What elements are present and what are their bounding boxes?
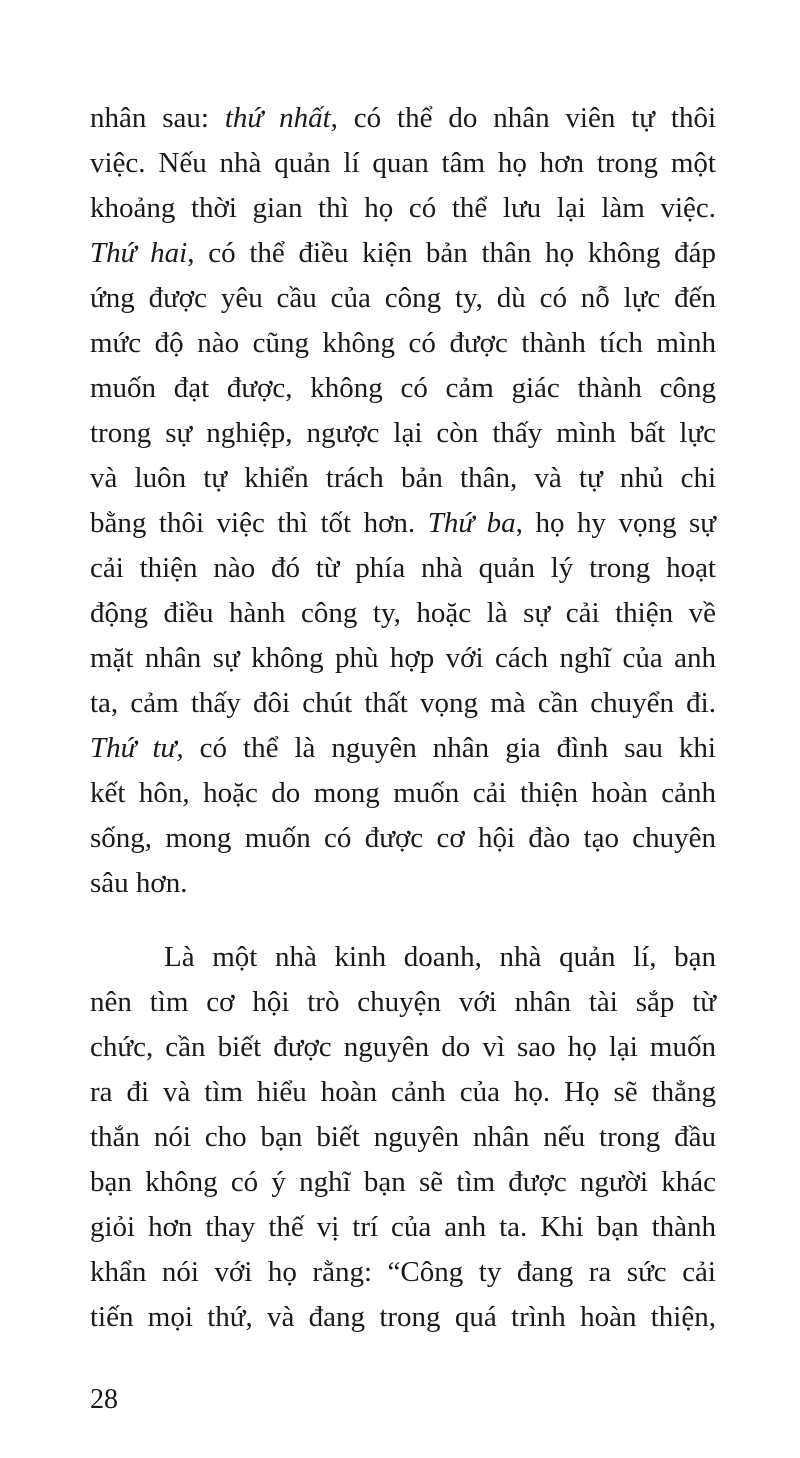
text-run: bạn không có ý nghĩ bạn sẽ tìm được người khác — [90, 1166, 716, 1198]
text-line — [90, 935, 716, 980]
text-line — [90, 276, 716, 321]
text-line — [90, 96, 716, 141]
text-line — [90, 141, 716, 186]
text-run: có thể là nguyên nhân gia đình sau khi — [183, 732, 716, 764]
text-line — [90, 816, 716, 861]
text-run: trong sự nghiệp, ngược lại còn thấy mình bất lực — [90, 417, 716, 449]
text-run: sống, mong muốn có được cơ hội đào tạo chuyên — [90, 822, 716, 854]
text-run: kết hôn, hoặc do mong muốn cải thiện hoàn cảnh — [90, 777, 716, 809]
text-line — [90, 456, 716, 501]
text-run: cải thiện nào đó từ phía nhà quản lý trong hoạt — [90, 552, 716, 584]
text-run: nên tìm cơ hội trò chuyện với nhân tài sắp từ — [90, 986, 716, 1018]
italic-text: Thứ ba — [427, 507, 516, 539]
text-run: , có thể điều kiện bản thân họ không đáp — [187, 237, 716, 269]
paragraph-1 — [90, 96, 716, 906]
text-line — [90, 1250, 716, 1295]
text-line — [90, 411, 716, 456]
text-run: nhân sau: — [90, 102, 225, 134]
page-number: 28 — [90, 1384, 118, 1415]
text-line — [90, 1070, 716, 1115]
text-line — [90, 1295, 716, 1340]
text-line — [90, 1205, 716, 1250]
paragraph-2 — [90, 935, 716, 1340]
text-run: ứng được yêu cầu của công ty, dù có nỗ lực đến — [90, 282, 716, 314]
text-line — [90, 861, 716, 906]
text-run: giỏi hơn thay thế vị trí của anh ta. Khi bạn thành — [90, 1211, 716, 1243]
text-line — [90, 681, 716, 726]
text-line — [90, 1160, 716, 1205]
text-line — [90, 771, 716, 816]
text-run: thắn nói cho bạn biết nguyên nhân nếu trong đầu — [90, 1121, 716, 1153]
text-run: việc. Nếu nhà quản lí quan tâm họ hơn trong một — [90, 147, 716, 179]
text-run: tiến mọi thứ, và đang trong quá trình hoàn thiện, — [90, 1301, 716, 1333]
text-run: , họ hy vọng sự — [515, 507, 716, 539]
text-line — [90, 636, 716, 681]
text-line — [90, 321, 716, 366]
text-line — [90, 186, 716, 231]
text-run: sâu hơn. — [90, 867, 188, 899]
text-line — [90, 1115, 716, 1160]
text-line — [90, 591, 716, 636]
text-line — [90, 501, 716, 546]
text-run: ra đi và tìm hiểu hoàn cảnh của họ. Họ sẽ thẳng — [90, 1076, 716, 1108]
text-line — [90, 1025, 716, 1070]
text-line — [90, 546, 716, 591]
text-line — [90, 726, 716, 771]
text-run: , có thể do nhân viên tự thôi — [330, 102, 716, 134]
text-run: và luôn tự khiển trách bản thân, và tự nhủ chi — [90, 462, 716, 494]
text-run: ta, cảm thấy đôi chút thất vọng mà cần chuyển đi. — [90, 687, 716, 719]
text-run: chức, cần biết được nguyên do vì sao họ lại muốn — [90, 1031, 716, 1063]
text-run: mức độ nào cũng không có được thành tích mình — [90, 327, 716, 359]
text-run: bằng thôi việc thì tốt hơn. — [90, 507, 428, 539]
italic-text: thứ nhất — [224, 102, 331, 134]
text-line — [90, 366, 716, 411]
text-run: Là một nhà kinh doanh, nhà quản lí, bạn — [164, 941, 716, 973]
text-line — [90, 980, 716, 1025]
text-run: khoảng thời gian thì họ có thể lưu lại làm việc. — [90, 192, 716, 224]
text-run: khẩn nói với họ rằng: “Công ty đang ra sức cải — [90, 1256, 716, 1288]
text-run: muốn đạt được, không có cảm giác thành công — [90, 372, 716, 404]
text-line — [90, 231, 716, 276]
italic-text: Thứ hai — [90, 237, 188, 269]
text-run: động điều hành công ty, hoặc là sự cải thiện về — [90, 597, 716, 629]
text-run: mặt nhân sự không phù hợp với cách nghĩ của anh — [90, 642, 716, 674]
italic-text: Thứ tư, — [90, 732, 184, 764]
